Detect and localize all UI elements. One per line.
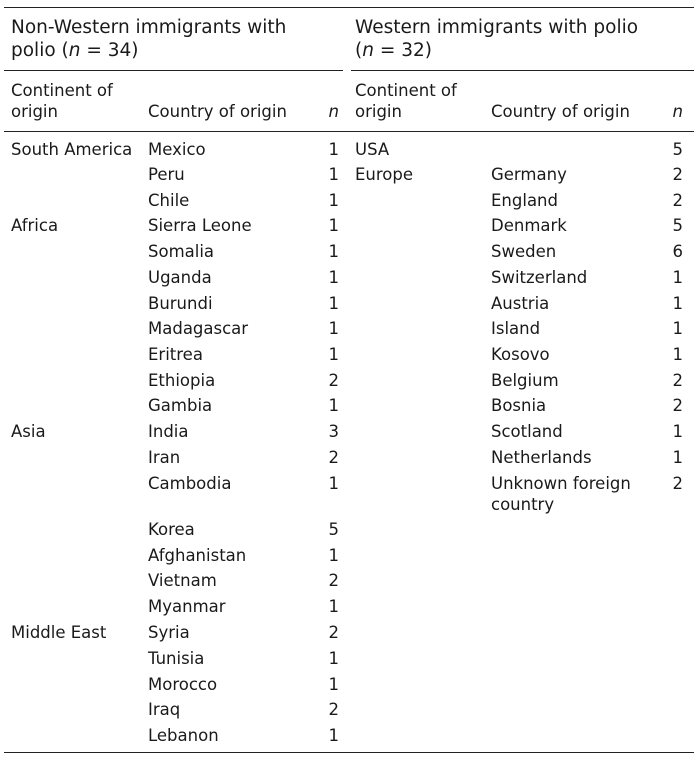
left-row-country: Lebanon [148,726,219,745]
left-row-country: Madagascar [148,319,249,338]
left-row-country: Sierra Leone [148,216,252,235]
left-row-country: Vietnam [148,571,217,590]
left-row-n: 1 [328,675,339,694]
right-row-n: 2 [672,371,683,390]
right-row-n: 2 [672,165,683,184]
right-row-country: Kosovo [491,345,550,364]
top-rule [4,7,694,8]
left-row-n: 1 [328,191,339,210]
left-row-n: 1 [328,474,339,493]
right-row-n: 1 [672,345,683,364]
right-group-rule [351,70,694,71]
right-row-country: Austria [491,294,550,313]
right-row-country: Unknown foreign country [491,474,631,514]
left-row-country: Peru [148,165,185,184]
right-row-country: England [491,191,558,210]
right-row-n: 1 [672,294,683,313]
right-row-n: 1 [672,448,683,467]
left-row-n: 2 [328,571,339,590]
left-row-country: Korea [148,520,195,539]
left-row-n: 1 [328,242,339,261]
right-row-country: Belgium [491,371,559,390]
left-row-n: 1 [328,140,339,159]
left-row-n: 1 [328,649,339,668]
left-row-country: Iran [148,448,181,467]
right-row-continent: Europe [355,165,414,184]
right-row-n: 2 [672,474,683,493]
left-row-country: Eritrea [148,345,203,364]
left-row-continent: South America [11,140,133,159]
right-row-country: Island [491,319,541,338]
left-row-n: 1 [328,726,339,745]
right-row-n: 2 [672,396,683,415]
left-row-n: 1 [328,396,339,415]
right-row-n: 1 [672,422,683,441]
right-row-country: Sweden [491,242,557,261]
right-row-n: 6 [672,242,683,261]
left-row-country: Chile [148,191,190,210]
left-row-country: Burundi [148,294,213,313]
left-col-n-header: n [328,102,339,121]
right-row-n: 2 [672,191,683,210]
left-group-rule [4,70,343,71]
left-row-country: Morocco [148,675,218,694]
right-row-country: Denmark [491,216,567,235]
left-row-continent: Asia [11,422,46,441]
right-row-n: 1 [672,319,683,338]
left-row-continent: Africa [11,216,59,235]
left-row-n: 1 [328,216,339,235]
left-row-country: Myanmar [148,597,226,616]
left-row-n: 2 [328,371,339,390]
left-row-n: 2 [328,448,339,467]
left-row-country: Iraq [148,700,181,719]
left-row-continent: Middle East [11,623,107,642]
left-row-n: 1 [328,345,339,364]
left-row-n: 3 [328,422,339,441]
bottom-rule [4,752,694,753]
left-row-country: Afghanistan [148,546,247,565]
left-row-country: Gambia [148,396,213,415]
left-row-n: 1 [328,597,339,616]
left-row-country: Cambodia [148,474,232,493]
left-row-country: Syria [148,623,190,642]
right-row-n: 5 [672,216,683,235]
left-row-country: India [148,422,189,441]
left-row-country: Somalia [148,242,215,261]
right-row-country: Netherlands [491,448,592,467]
right-row-country: Scotland [491,422,563,441]
left-row-country: Mexico [148,140,206,159]
left-row-country: Uganda [148,268,212,287]
left-row-n: 1 [328,294,339,313]
right-col-continent-header: Continent of origin [355,81,457,121]
right-col-n-header: n [672,102,683,121]
left-col-continent-header: Continent of origin [11,81,113,121]
right-row-country: Germany [491,165,567,184]
header-rule [4,131,694,132]
right-row-n: 5 [672,140,683,159]
left-row-n: 1 [328,165,339,184]
left-row-n: 2 [328,700,339,719]
left-row-n: 1 [328,319,339,338]
left-col-country-header: Country of origin [148,102,287,121]
left-row-n: 1 [328,546,339,565]
right-group-header: Western immigrants with polio (n = 32) [355,17,639,61]
right-row-continent: USA [355,140,390,159]
left-row-n: 1 [328,268,339,287]
left-group-header: Non-Western immigrants with polio (n = 34) [11,17,287,61]
left-row-country: Tunisia [148,649,205,668]
right-row-n: 1 [672,268,683,287]
right-row-country: Switzerland [491,268,588,287]
left-row-country: Ethiopia [148,371,216,390]
right-row-country: Bosnia [491,396,547,415]
left-row-n: 5 [328,520,339,539]
left-row-n: 2 [328,623,339,642]
right-col-country-header: Country of origin [491,102,630,121]
